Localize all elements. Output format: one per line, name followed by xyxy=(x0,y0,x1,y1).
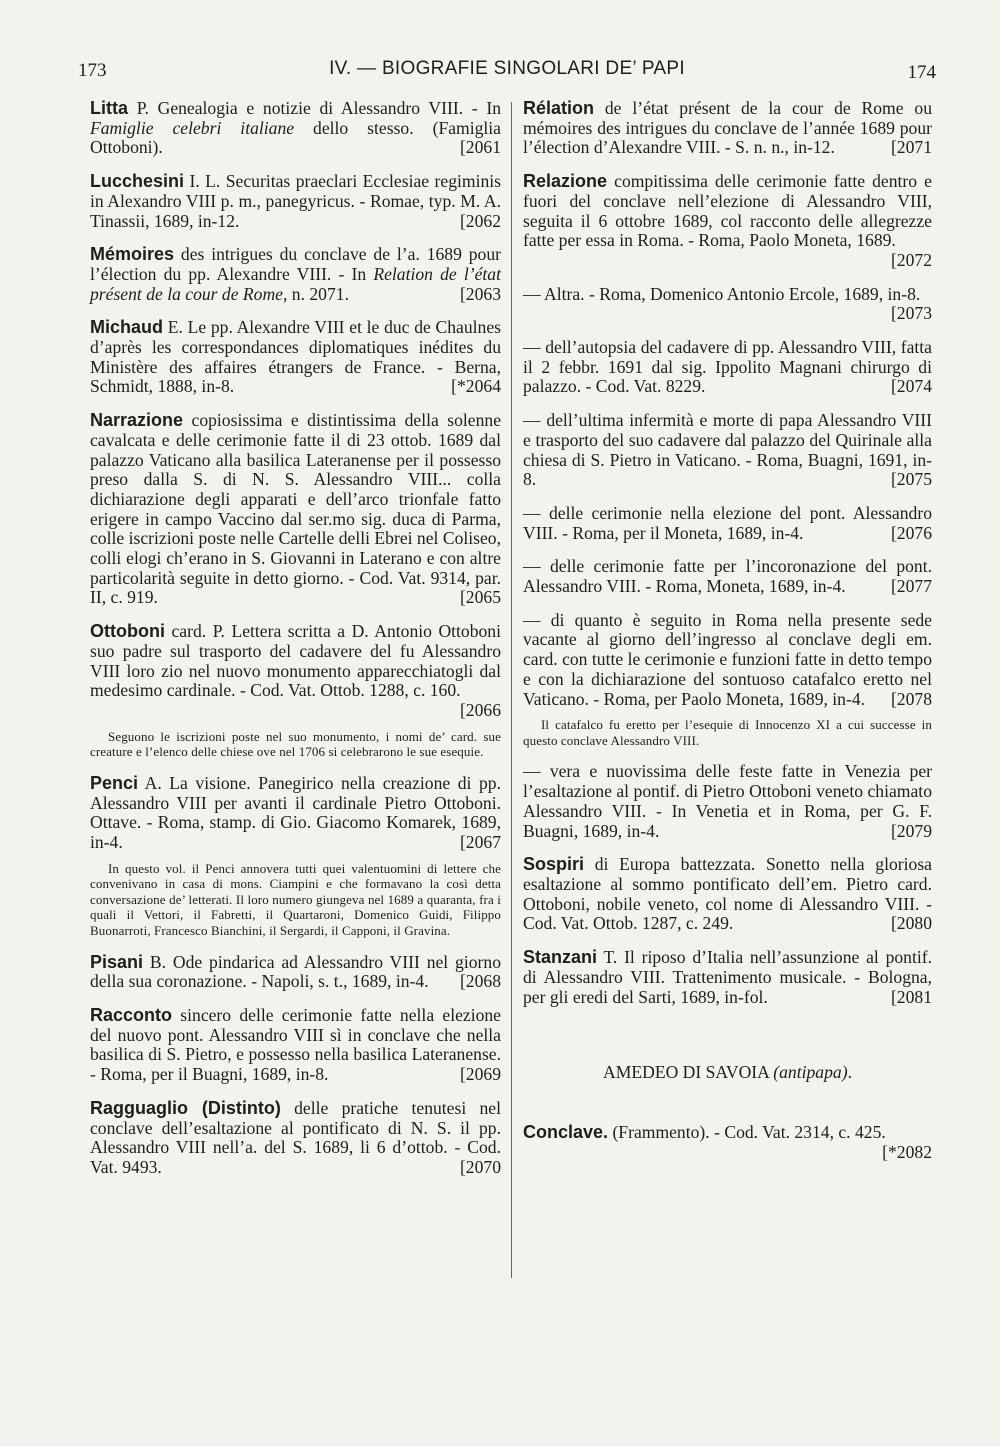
entry-text: dello stesso. (Famiglia Ottoboni). xyxy=(90,117,501,158)
page-header xyxy=(78,54,936,94)
entry-author: Racconto xyxy=(90,1005,173,1026)
entry-number: [2075 xyxy=(890,469,932,490)
column-divider xyxy=(511,102,512,1278)
entry-number: [2062 xyxy=(459,210,501,231)
entry-author: Mémoires xyxy=(90,244,175,265)
entry-2072 xyxy=(523,172,932,271)
entry-author: Conclave. xyxy=(523,1121,609,1142)
entry-number: [2066 xyxy=(459,699,501,720)
entry-number: [2081 xyxy=(890,986,932,1007)
entry-text: copiosissima e distintissima della solenne cavalcata e delle cerimonie fatte il di 23 ottob. 1689 dal palazzo Vaticano alla basilica Lateranense per il possesso preso dalla S. di N. S. Alessandro VIII... colla dichiarazione degli apparati e dell’arco trionfale fatto erigere in campo Vaccino dal ser.mo sig. duca di Parma, colle iscrizioni poste nelle Cartelle delli Ebrei nel Coliseo, colli elogi ch’erano in S. Giovanni in Laterano e con altre particolarità seguite in detto giorno. - Cod. Vat. 9314, par. II, c. 919. xyxy=(90,410,501,608)
section-heading-tail: . xyxy=(847,1062,852,1083)
entry-number: [2076 xyxy=(890,522,932,543)
entry-2067 xyxy=(90,774,501,853)
entry-text: — vera e nuovissima delle feste fatte in Venezia per l’esaltazione al pontif. di Pietro Ottoboni veneto chiamato Alessandro VIII. - In Venetia et in Roma, per G. F. Buagni, 1689, in-4. xyxy=(523,761,932,841)
entry-text: — di quanto è seguito in Roma nella presente sede vacante al giorno dell’ingresso al conclave degli em. card. con tutte le cerimonie e funzioni fatte in detto tempo e con la dichiarazione del sontuoso catafalco eretto nel Vaticano. - Roma, per Paolo Moneta, 1689, in-4. xyxy=(523,609,932,709)
entry-author: Lucchesini xyxy=(90,171,185,192)
entry-number: [2074 xyxy=(890,376,932,397)
entry-2061 xyxy=(90,99,501,158)
entry-number: [2069 xyxy=(459,1064,501,1085)
entry-author: Narrazione xyxy=(90,410,184,431)
entry-2069 xyxy=(90,1006,501,1085)
section-heading xyxy=(523,1063,932,1083)
entry-2075 xyxy=(523,411,932,490)
entry-title-italic: Famiglie celebri italiane xyxy=(90,117,295,138)
running-title: IV. — BIOGRAFIE SINGOLARI DE’ PAPI xyxy=(329,58,685,79)
entry-text: delle pratiche tenutesi nel conclave dell’esaltazione al pontificato di N. S. il pp. Alessandro VIII nell’a. del S. 1689, li 6 d’ottob. - Cod. Vat. 9493. xyxy=(90,1097,501,1177)
entry-text: — dell’ultima infermità e morte di papa Alessandro VIII e trasporto del suo cadavere dal palazzo del Quirinale alla chiesa di S. Pietro in Vaticano. - Roma, Buagni, 1691, in-8. xyxy=(523,410,932,490)
entry-2079 xyxy=(523,762,932,841)
entry-text: de l’état présent de la cour de Rome ou mémoires des intrigues du conclave de l’année 1689 pour l’élection d’Alexandre VIII. - S. n. n., in-12. xyxy=(523,98,932,158)
entry-text: — delle cerimonie nella elezione del pont. Alessandro VIII. - Roma, per il Moneta, 1689, in-4. xyxy=(523,502,932,543)
entry-number: [2061 xyxy=(459,137,501,158)
entry-number: [2078 xyxy=(890,688,932,709)
entry-number: [2079 xyxy=(890,820,932,841)
entry-author: Stanzani xyxy=(523,947,598,968)
entry-author: Rélation xyxy=(523,98,595,118)
entry-2068 xyxy=(90,953,501,992)
entry-text: E. Le pp. Alexandre VIII et le duc de Chaulnes d’après les correspondances diplomatiques inédites du Ministère des affaires étrangers de France. - Berna, Schmidt, 1888, in-8. xyxy=(90,317,501,397)
entry-2076 xyxy=(523,504,932,543)
entry-text: des intrigues du conclave de l’a. 1689 pour l’élection du pp. Alexandre VIII. - In xyxy=(90,244,501,284)
entry-number: [2077 xyxy=(890,576,932,597)
entry-2064 xyxy=(90,318,501,397)
entry-text: T. Il riposo d’Italia nell’assunzione al pontif. di Alessandro VIII. Trattenimento musicale. - Bologna, per gli eredi del Sarti, 1689, in-fol. xyxy=(523,947,932,1007)
entry-text: compitissima delle cerimonie fatte dentro e fuori del conclave nell’elezione di Alessandro VIII, seguita il 6 ottobre 1689, col racconto delle allegrezze fatte per essa in Roma. - Roma, Paolo Moneta, 1689. xyxy=(523,171,932,251)
entry-note: Il catafalco fu eretto per l’esequie di Innocenzo XI a cui successe in questo conclave Alessandro VIII. xyxy=(523,717,932,748)
entry-author: Ottoboni xyxy=(90,621,165,642)
entry-2065 xyxy=(90,411,501,608)
entry-text: — dell’autopsia del cadavere di pp. Alessandro VIII, fatta il 2 febbr. 1691 dal sig. Ippolito Magnani chirurgo di palazzo. - Cod. Vat. 8229. xyxy=(523,337,932,397)
entry-number: [2067 xyxy=(459,831,501,852)
entry-2078 xyxy=(523,611,932,710)
entry-text: A. La visione. Panegirico nella creazione di pp. Alessandro VIII per avanti il cardinale Pietro Ottoboni. Ottave. - Roma, stamp. di Gio. Giacomo Komarek, 1689, in-4. xyxy=(90,772,501,852)
entry-2073 xyxy=(523,285,932,324)
right-column xyxy=(523,99,932,1176)
section-heading-name: AMEDEO DI SAVOIA xyxy=(603,1062,774,1083)
entry-text: sincero delle cerimonie fatte nella elezione del nuovo pont. Alessandro VIII sì in conclave che nella basilica di S. Pietro, e possesso nella basilica Lateranense. - Roma, per il Buagni, 1689, in-8. xyxy=(90,1005,501,1085)
left-column xyxy=(90,99,501,1192)
entry-author: Sospiri xyxy=(523,854,585,875)
entry-2074 xyxy=(523,338,932,397)
entry-author: Pisani xyxy=(90,951,144,972)
entry-number: [2063 xyxy=(459,283,501,304)
entry-2082 xyxy=(523,1123,932,1162)
entry-number: [*2064 xyxy=(451,376,501,397)
entry-2062 xyxy=(90,172,501,231)
entry-number: [2072 xyxy=(890,249,932,270)
entry-2070 xyxy=(90,1099,501,1178)
entry-text: — delle cerimonie fatte per l’incoronazione del pont. Alessandro VIII. - Roma, Moneta, 1689, in-4. xyxy=(523,556,932,597)
entry-2071 xyxy=(523,99,932,158)
entry-number: [2068 xyxy=(459,971,501,992)
entry-author: Relazione xyxy=(523,171,608,192)
entry-author: Penci xyxy=(90,772,139,793)
entry-2081 xyxy=(523,948,932,1007)
entry-title-italic: Relation de l’état présent de la cour de Rome, xyxy=(90,263,501,304)
entry-author: Litta xyxy=(90,98,128,118)
page-number-left: 173 xyxy=(78,60,107,81)
entry-number: [2080 xyxy=(890,913,932,934)
entry-text: card. P. Lettera scritta a D. Antonio Ottoboni suo padre sul trasporto del cadavere del fu Alessandro VIII loro zio nel nuovo monumento apparecchiatogli dal medesimo cardinale. - Cod. Vat. Ottob. 1288, c. 160. xyxy=(90,621,501,701)
section-heading-italic: (antipapa) xyxy=(773,1062,848,1083)
entry-author: Michaud xyxy=(90,317,164,338)
page-number-right: 174 xyxy=(907,62,936,83)
entry-text: di Europa battezzata. Sonetto nella gloriosa esaltazione al sommo pontificato dell’em. Pietro card. Ottoboni, nobile veneto, col nome di Alessandro VIII. - Cod. Vat. Ottob. 1287, c. 249. xyxy=(523,854,932,934)
entry-2080 xyxy=(523,855,932,934)
entry-author: Ragguaglio (Distinto) xyxy=(90,1097,281,1118)
entry-text: — Altra. - Roma, Domenico Antonio Ercole, 1689, in-8. xyxy=(523,283,921,304)
entry-text: n. 2071. xyxy=(287,283,349,304)
entry-text: B. Ode pindarica ad Alessandro VIII nel giorno della sua coronazione. - Napoli, s. t., 1689, in-4. xyxy=(90,951,501,992)
entry-2077 xyxy=(523,557,932,596)
entry-number: [2073 xyxy=(890,303,932,324)
entry-2066 xyxy=(90,622,501,721)
entry-2063 xyxy=(90,245,501,304)
entry-text: P. Genealogia e notizie di Alessandro VIII. - In xyxy=(128,98,501,118)
entry-text: I. L. Securitas praeclari Ecclesiae regiminis in Alexandro VIII p. m., panegyricus. - Romae, typ. M. A. Tinassii, 1689, in-12. xyxy=(90,171,501,231)
entry-number: [*2082 xyxy=(882,1141,932,1162)
entry-note: In questo vol. il Penci annovera tutti quei valentuomini di lettere che convenivano in casa di mons. Ciampini e che formavano la così detta conversazione de’ letterati. Il loro numero giungeva nel 1689 a quaranta, fra i quali il Vettori, il Fabretti, il Quartaroni, Domenico Guidi, Filippo Buonarroti, Francesco Bianchini, il Sergardi, il Capponi, il Gravina. xyxy=(90,860,501,939)
entry-note: Seguono le iscrizioni poste nel suo monumento, i nomi de’ card. sue creature e l’elenco delle chiese ove nel 1706 si celebrarono le sue esequie. xyxy=(90,728,501,760)
entry-number: [2065 xyxy=(459,587,501,608)
entry-number: [2070 xyxy=(459,1156,501,1177)
entry-text: (Frammento). - Cod. Vat. 2314, c. 425. xyxy=(608,1121,886,1142)
entry-number: [2071 xyxy=(890,137,932,158)
